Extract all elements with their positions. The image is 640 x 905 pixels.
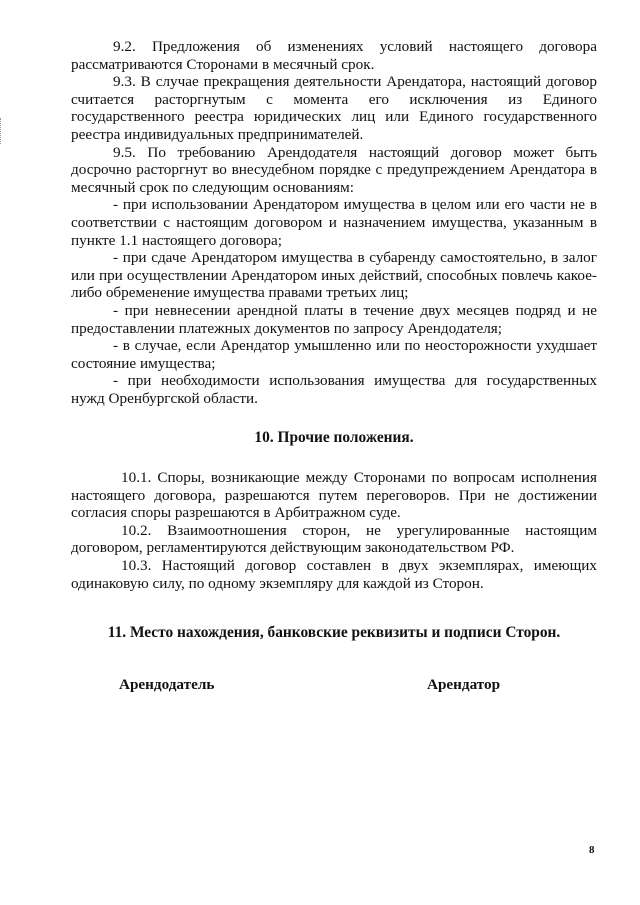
landlord-label: Арендодатель [119,675,215,693]
clause-9-5-ground-3: - при невнесении арендной платы в течение двух месяцев подряд и не предоставлении платежных документов по запросу Арендодателя; [71,301,597,337]
clause-9-5-ground-4: - в случае, если Арендатор умышленно или по неосторожности ухудшает состояние имущества; [71,337,597,372]
tenant-label: Арендатор [427,675,501,693]
clause-9-3: 9.3. В случае прекращения деятельности Арендатора, настоящий договор считается расторгнутым с момента его исключения из Единого государственного реестра юридических лиц или Единого государственного реестра индивидуальных предпринимателей. [71,73,597,143]
clause-10-3: 10.3. Настоящий договор составлен в двух экземплярах, имеющих одинаковую силу, по одному экземпляру для каждой из Сторон. [71,557,597,592]
section-10-heading: 10. Прочие положения. [254,429,414,447]
parties-row [71,676,597,696]
clause-9-5-ground-5: - при необходимости использования имущества для государственных нужд Оренбургской области. [71,372,597,407]
clause-9-5-ground-1: - при использовании Арендатором имущества в целом или его части не в соответствии с настоящим договором и назначением имущества, указанным в пункте 1.1 настоящего договора; [71,196,597,249]
clause-9-2: 9.2. Предложения об изменениях условий настоящего договора рассматриваются Сторонами в месячный срок. [71,38,597,73]
clause-9-5-ground-2: - при сдаче Арендатором имущества в субаренду самостоятельно, в залог или при осуществлении Арендатором иных действий, способных повлечь какое-либо обременение имущества правами третьих лиц; [71,249,597,302]
clause-9-5: 9.5. По требованию Арендодателя настоящий договор может быть досрочно расторгнут во внесудебном порядке с предупреждением Арендатора в месячный срок по следующим основаниям: [71,143,597,196]
section-11-heading: 11. Место нахождения, банковские реквизиты и подписи Сторон. [107,624,561,642]
clause-10-2: 10.2. Взаимоотношения сторон, не урегулированные настоящим договором, регламентируются действующим законодательством РФ. [71,521,597,557]
binding-mark [0,118,4,144]
clause-10-1: 10.1. Споры, возникающие между Сторонами по вопросам исполнения настоящего договора, разрешаются путем переговоров. При не достижении согласия споры разрешаются в Арбитражном суде. [71,469,597,522]
page-content [71,38,597,696]
page-number: 8 [589,844,595,856]
